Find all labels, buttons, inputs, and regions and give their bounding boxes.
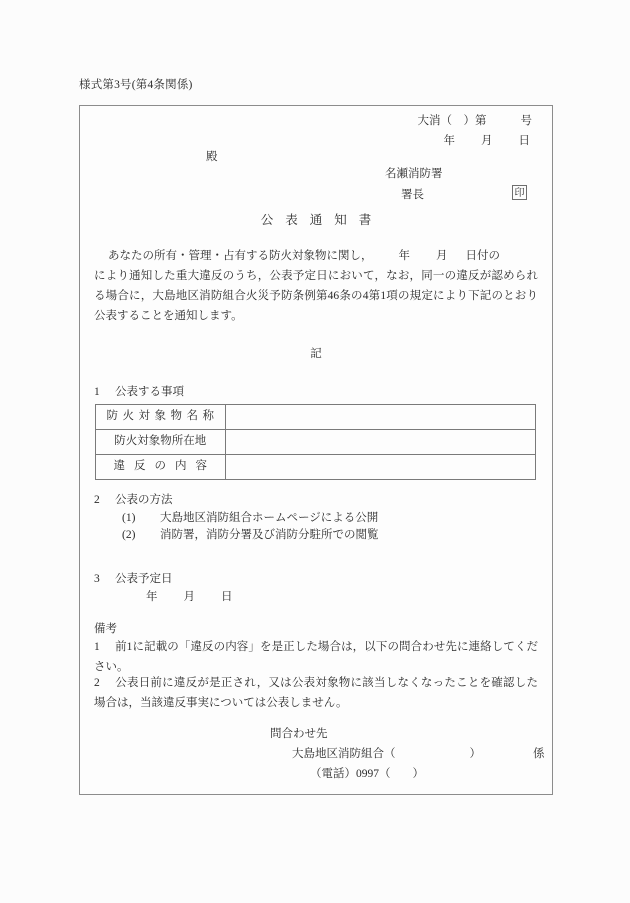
section-1-title: 公表する事項	[115, 386, 184, 398]
section-1-number: 1	[94, 386, 100, 398]
contact-block	[270, 726, 545, 783]
disclosure-items-table	[95, 404, 536, 480]
section-3-heading	[94, 571, 173, 589]
section-3-day: 日	[221, 591, 233, 603]
contact-telephone-label: （電話）0997（	[310, 767, 391, 780]
document-number-suffix: 号	[520, 115, 532, 127]
document-date-day: 日	[518, 134, 530, 147]
form-number: 様式第3号(第4条関係)	[79, 79, 193, 91]
issuer-title-row	[385, 187, 525, 205]
document-number-prefix: 大消（ ）第	[417, 115, 487, 127]
body-date-day: 日付の	[465, 250, 500, 262]
body-text-part1: あなたの所有・管理・占有する防火対象物に関し，	[108, 250, 373, 262]
section-3-year: 年	[146, 591, 158, 603]
section-2-heading	[94, 492, 173, 510]
document-date-line	[418, 133, 533, 151]
document-date-year: 年	[443, 134, 455, 147]
section-2-item-2-text: 消防署，消防分署及び消防分駐所での閲覧	[160, 529, 379, 541]
table-label-violation-detail: 違反の内容	[96, 455, 226, 480]
section-1-heading	[94, 384, 184, 402]
section-2-number: 2	[94, 494, 100, 506]
remarks-heading: 備考	[94, 623, 117, 635]
addressee-honorific: 殿	[206, 151, 218, 163]
table-label-facility-name: 防火対象物名称	[96, 405, 226, 430]
remark-item-1	[94, 638, 538, 677]
table-row	[96, 405, 536, 430]
document-date-month: 月	[481, 134, 493, 147]
section-3-date-line	[146, 589, 233, 607]
contact-organization-name: 大島地区消防組合（	[292, 747, 396, 760]
contact-heading: 問合わせ先	[270, 728, 328, 740]
contact-organization-row	[270, 746, 545, 764]
contact-telephone-row	[270, 766, 545, 784]
issuer-title: 署長	[401, 188, 424, 201]
body-paragraph	[94, 246, 538, 327]
body-date-month: 月	[436, 250, 448, 262]
contact-telephone-paren-close: ）	[412, 767, 424, 780]
section-2-item-1-label: (1)	[122, 512, 136, 524]
table-row	[96, 430, 536, 455]
remark-item-1-number: 1	[94, 641, 100, 653]
remark-item-1-text: 前1に記載の「違反の内容」を是正した場合は，以下の問合わせ先に連絡してください。	[94, 641, 538, 673]
section-2-item-2	[122, 527, 379, 545]
notice-form-sheet	[79, 105, 553, 795]
remark-item-2-text: 公表日前に違反が是正され，又は公表対象物に該当しなくなったことを確認した場合は，当該違反事実については公表しません。	[94, 677, 538, 709]
body-date-year: 年	[398, 250, 410, 262]
document-header	[418, 113, 533, 151]
body-text-rest: により通知した重大違反のうち，公表予定日において，なお，同一の違反が認められる場合に，大島地区消防組合火災予防条例第46条の4第1項の規定により下記のとおり公表することを通知します。	[94, 270, 538, 323]
section-3-number: 3	[94, 573, 100, 585]
contact-section-label: 係	[533, 747, 545, 760]
section-2-item-2-label: (2)	[122, 529, 136, 541]
seal-stamp-icon: 印	[512, 185, 527, 200]
section-2-item-1-text: 大島地区消防組合ホームページによる公開	[160, 512, 379, 524]
remark-item-2-number: 2	[94, 677, 100, 689]
document-number-line	[418, 113, 533, 131]
contact-organization-paren-close: ）	[469, 747, 481, 760]
issuer-office: 名瀬消防署	[385, 168, 443, 180]
section-2-item-1	[122, 510, 378, 528]
section-2-title: 公表の方法	[115, 494, 173, 506]
table-label-facility-address: 防火対象物所在地	[96, 430, 226, 455]
table-row	[96, 455, 536, 480]
ki-marker: 記	[310, 348, 322, 360]
page-title: 公表通知書	[260, 213, 384, 227]
table-value-facility-name[interactable]	[225, 405, 536, 430]
remark-item-2	[94, 674, 538, 713]
table-value-facility-address[interactable]	[225, 430, 536, 455]
table-value-violation-detail[interactable]	[225, 455, 536, 480]
section-3-month: 月	[183, 591, 195, 603]
issuer-block	[385, 166, 525, 205]
section-3-title: 公表予定日	[115, 573, 173, 585]
